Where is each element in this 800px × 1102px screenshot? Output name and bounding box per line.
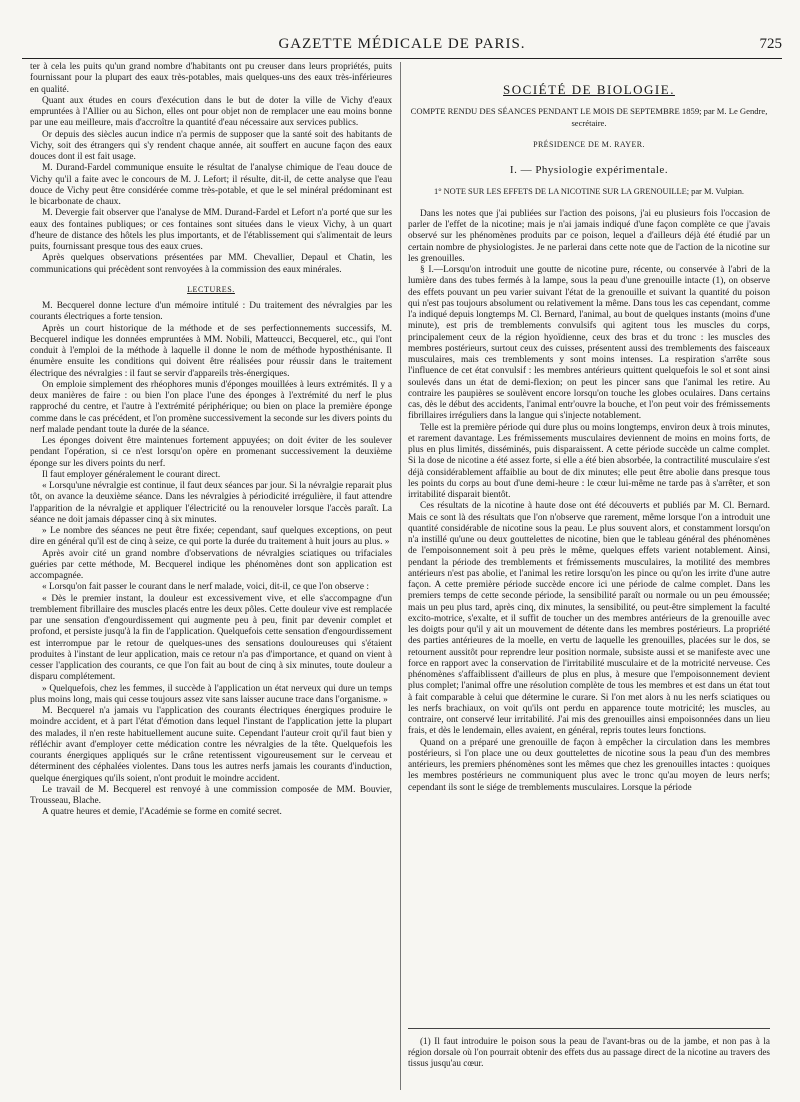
paragraph: Or depuis des siècles aucun indice n'a permis de supposer que la santé soit des habitants de Vichy, soit des étrangers qui s'y rendent chaque année, ait souffert en aucune façon des eaux douces dont il est fait usage. <box>30 129 392 162</box>
footnote-text: (1) Il faut introduire le poison sous la peau de l'avant-bras ou de la jambe, et non pas à la région dorsale où l'on pourrait obtenir des effets dus au passage direct de la nicotine au travers des tissus jusqu'au cœur. <box>408 1036 770 1068</box>
paragraph: M. Becquerel n'a jamais vu l'application des courants électriques énergiques produire le moindre accident, et à part l'état d'émotion dans lequel l'instant de l'application jette la plupart des malades, il n'en reste habituellement aucune suite. Cependant l'auteur croit qu'il faut bien y réfléchir avant d'employer cette médication contre les névralgies de la tête. Quelquefois les courants énergiques appliqués sur le crâne retentissent vigoureusement sur le cerveau et déterminent des céphalées violentes. Dans tous les autres nerfs jamais les courants d'induction, quelque énergiques qu'ils soient, n'ont produit le moindre accident. <box>30 706 392 784</box>
paragraph: M. Devergie fait observer que l'analyse de MM. Durand-Fardel et Lefort n'a porté que sur les eaux des fontaines publiques; or ces fontaines sont situées dans le vieux Vichy, à un quart d'heure de distance des hôtels les plus importants, et de l'établissement qui s'alimentait de leurs puits, fournissant presque tous des eaux crues. <box>30 208 392 252</box>
paragraph: § I.—Lorsqu'on introduit une goutte de nicotine pure, récente, ou conservée à l'abri de la lumière dans des tubes fermés à la lampe, sous la peau d'une grenouille intacte (1), on observe des effets pouvant un peu varier suivant l'état de la grenouille et suivant la quantité du poison qui n'est pas toujours absolument ou relativement la même. Dans tous les cas cependant, comme l'a indiqué depuis longtemps M. Cl. Bernard, l'animal, au bout de quelques instants (moins d'une minute), est pris de tremblements convulsifs qui agitent tous les muscles du corps, principalement ceux de la région hyoïdienne, ceux des bras et du tronc : les muscles des membres postérieurs, surtout ceux des cuisses, présentent aussi des tremblements des faisceaux musculaires, mais ces tremblements y sont moins intenses. La respiration s'arrête sous l'influence de cet état convulsif : les membres antérieurs quittent quelquefois le sol et sont ainsi soulevés dans un état de demi-flexion; on peut les pincer sans que l'animal les retire. Au contraire les paupières se soulèvent encore lorsqu'on touche les globes oculaires. Dans certains cas, dès le début des accidents, l'animal entr'ouvre la bouche, et l'on peut voir des frémissements fibrillaires irréguliers dans la langue qui s'injecte notablement. <box>408 265 770 422</box>
paragraph: ter à cela les puits qu'un grand nombre d'habitants ont pu creuser dans leurs propriétés, puits fournissant pour la plupart des eaux très-potables, mais quelques-uns des eaux très-inférieures en qualité. <box>30 62 392 95</box>
presidence: PRÉSIDENCE DE M. RAYER. <box>533 140 645 150</box>
paragraph: Il faut employer généralement le courant direct. <box>42 469 221 480</box>
society-title: SOCIÉTÉ DE BIOLOGIE. <box>503 82 675 97</box>
left-paragraphs <box>30 62 392 276</box>
footnote <box>408 1036 770 1069</box>
paragraph: On emploie simplement des rhéophores munis d'éponges mouillées à leurs extrémités. Il y a deux manières de faire : ou bien l'on place l'une des éponges à l'extrémité du nerf le plus rapproché du centre, et l'autre à l'extrémité périphérique; ou bien on place la première éponge comme dans le cas précédent, et l'on promène successivement la seconde sur les divers points du nerf malade pendant toute la durée de la séance. <box>30 379 392 435</box>
paragraph: » Le nombre des séances ne peut être fixée; cependant, sauf quelques exceptions, on peut dire en général qu'il est de cinq à seize, ce qui porte la durée du traitement à huit jours au plus. » <box>30 526 392 548</box>
paragraph: » Quelquefois, chez les femmes, il succède à l'application un état nerveux qui dure un temps plus moins long, mais qui cesse toujours assez vite sans laisser aucune trace dans l'organisme. » <box>30 683 392 705</box>
paragraph: Après avoir cité un grand nombre d'observations de névralgies sciatiques ou trifaciales guéries par cette méthode, M. Becquerel indique les phénomènes dont son application est accompagnée. <box>30 548 392 581</box>
paragraph: Après quelques observations présentées par MM. Chevallier, Depaul et Chatin, les communications qui précèdent sont renvoyées à la commission des eaux minérales. <box>30 253 392 275</box>
footnote-rule <box>408 1028 770 1029</box>
paragraph: Dans les notes que j'ai publiées sur l'action des poisons, j'ai eu plusieurs fois l'occasion de parler de l'effet de la nicotine; mais je n'ai jamais indiqué d'une façon complète ce que j'avais observé sur les phénomènes produits par ce poison, lequel a d'ailleurs déjà été étudié par un certain nombre de physiologistes. Je ne parlerai dans cette note que de l'action de la nicotine sur les grenouilles. <box>408 208 770 264</box>
note-title: 1° NOTE SUR LES EFFETS DE LA NICOTINE SUR LA GRENOUILLE; par M. Vulpian. <box>434 186 744 196</box>
journal-title: GAZETTE MÉDICALE DE PARIS. <box>278 36 526 52</box>
paragraph: Quand on a préparé une grenouille de façon à empêcher la circulation dans les membres postérieurs, si l'on place une ou deux gouttelettes de nicotine sous la peau d'un des membres antérieurs, les premiers phénomènes sont les mêmes que chez les grenouilles intactes : quoiques les membres postérieurs ne communiquent plus avec le tronc qu'au moyen de leurs nerfs; cependant ils sont le siége de tremblements musculaires. Lorsque la période <box>408 737 770 793</box>
paragraph: Après un court historique de la méthode et de ses perfectionnements successifs, M. Becquerel indique les données empruntées à MM. Nobili, Matteucci, Becquerel, etc., qui l'ont conduit à l'emploi de la méthode à laquelle il donne le nom de méthode hyposthénisante. Il énumère ensuite les conditions qui doivent être réalisées pour réussir dans le traitement électrique des névralgies : il faut se servir d'appareils très-énergiques. <box>30 323 392 379</box>
paragraph: « Lorsqu'on fait passer le courant dans le nerf malade, voici, dit-il, ce que l'on observe : <box>42 582 369 593</box>
page-header <box>22 36 782 58</box>
compte-rendu: COMPTE RENDU DES SÉANCES PENDANT LE MOIS DE SEPTEMBRE 1859; par M. Le Gendre, secrétaire. <box>410 106 768 129</box>
lectures-heading: LECTURES. <box>187 284 235 294</box>
page-number: 725 <box>759 36 782 52</box>
right-paragraphs <box>408 209 770 794</box>
left-paragraphs-lectures <box>30 301 392 819</box>
right-column <box>408 62 770 794</box>
section-title: I. — Physiologie expérimentale. <box>509 163 669 176</box>
paragraph: M. Becquerel donne lecture d'un mémoire intitulé : Du traitement des névralgies par les courants électriques a forte tension. <box>30 301 392 323</box>
left-column <box>30 62 392 819</box>
paragraph: « Dès le premier instant, la douleur est excessivement vive, et elle s'accompagne d'un tremblement fibrillaire des muscles placés entre les deux pôles. Cette douleur vive est remplacée par une sensation d'engourdissement qui augmente peu à peu, finit par devenir complet et profond, et persiste jusqu'à la fin de l'application. Quelquefois cette sensation d'engourdissement est interrompue par le retour de quelques-unes des sensations douloureuses qui s'étaient produites à l'instant de leur application, mais ce retour n'a pas d'importance, et quand on vient à cesser l'application des courants, ce que l'on fait au bout de cinq à six minutes, toute douleur a disparu complétement. <box>30 593 392 683</box>
header-rule <box>22 58 782 59</box>
paragraph: M. Durand-Fardel communique ensuite le résultat de l'analyse chimique de l'eau douce de Vichy qu'il a faite avec le concours de M. J. Lefort; il résulte, dit-il, de cette analyse que l'eau douce de Vichy peut être considérée comme très-potable, et que le sel minéral prédominant est le bicarbonate de chaux. <box>30 163 392 207</box>
paragraph: « Lorsqu'une névralgie est continue, il faut deux séances par jour. Si la névralgie reparait plus tôt, on avance la deuxième séance. Dans les névralgies à périodicité irrégulière, il faut attendre l'apparition de la névralgie et appliquer l'électricité ou la renouveler lorsque l'accès paraît. La séance ne doit jamais dépasser cinq à six minutes. <box>30 481 392 525</box>
paragraph: Le travail de M. Becquerel est renvoyé à une commission composée de MM. Bouvier, Trousseau, Blache. <box>30 784 392 806</box>
paragraph: Telle est la première période qui dure plus ou moins longtemps, environ deux à trois minutes, et rarement davantage. Les frémissements musculaires deviennent de moins en moins forts, de plus en plus limités, disséminés, puis disparaissent. A cette période succède un calme complet. Si la dose de nicotine a été assez forte, si elle a été bien absorbée, la contractilité musculaire s'est déjà considérablement affaiblie au bout de dix minutes; elle peut être abolie dans presque tous les points du corps au bout d'une demi-heure : le cœur lui-même ne tarde pas à s'arrêter, et son irritabilité disparait bientôt. <box>408 422 770 500</box>
paragraph: A quatre heures et demie, l'Académie se forme en comité secret. <box>42 807 282 818</box>
paragraph: Les éponges doivent être maintenues fortement appuyées; on doit éviter de les soulever pendant l'opération, si ce n'est lorsqu'on opère en promenant successivement la deuxième éponge sur les divers points du nerf. <box>30 436 392 469</box>
column-divider <box>400 62 401 1090</box>
paragraph: Ces résultats de la nicotine à haute dose ont été découverts et publiés par M. Cl. Bernard. Mais ce sont là des résultats que l'on n'observe que rarement, même lorsque l'on a introduit une quantité considérable de nicotine sous la peau. Le plus souvent alors, et constamment lorsqu'on n'a instillé qu'une ou deux gouttelettes de nicotine, bien que le tableau général des phénomènes de l'empoisonnement soit à peu près le même, quelques effets varient notablement. Ainsi, pendant la période des tremblements et frémissements musculaires, la motilité des membres antérieurs n'est pas abolie, et l'animal les retire lorsqu'on les pince ou qu'on les irrite d'une autre façon. A cette première période succède encore ici une période de calme complet. Dans les premiers temps de cette seconde période, la sensibilité paraît ou normale ou un peu émoussée; mais un peu plus tard, après cinq, dix minutes, la sensibilité, ou peut-être simplement la faculté excito-motrice, s'exalte, et il suffit de toucher un des membres antérieurs de la grenouille avec les doigts pour qu'il y ait un mouvement de détente dans les membres postérieurs. La propriété des parties antérieures de la moelle, en vertu de laquelle les grenouilles, placées sur le dos, se retournent aussitôt pour reprendre leur position normale, subsiste aussi et se manifeste avec une force en rapport avec la conservation de l'irritabilité musculaire et de la motricité nerveuse. Ces phénomènes s'affaiblissent d'ailleurs de plus en plus, à mesure que l'empoisonnement devient plus complet; l'animal offre une résolution complète de tous les membres et est dans un état tout à fait comparable à celui que détermine le curare. Si l'on met alors à nu les nerfs sciatiques ou les nerfs brachiaux, on voit qu'ils ont perdu en apparence toute motricité; les muscles, au contraire, ont conservé leur irritabilité. J'ai mis des grenouilles ainsi empoisonnées dans un lieu frais, et dès le lendemain, elles avaient, en général, repris toutes leurs fonctions. <box>408 501 770 737</box>
paragraph: Quant aux études en cours d'exécution dans le but de doter la ville de Vichy d'eaux empruntées à l'Allier ou au Sichon, elles ont pour objet non de remplacer une eau moins bonne par une eau meilleure, mais d'accroître la quantité d'eau nécessaire aux services publics. <box>30 95 392 129</box>
